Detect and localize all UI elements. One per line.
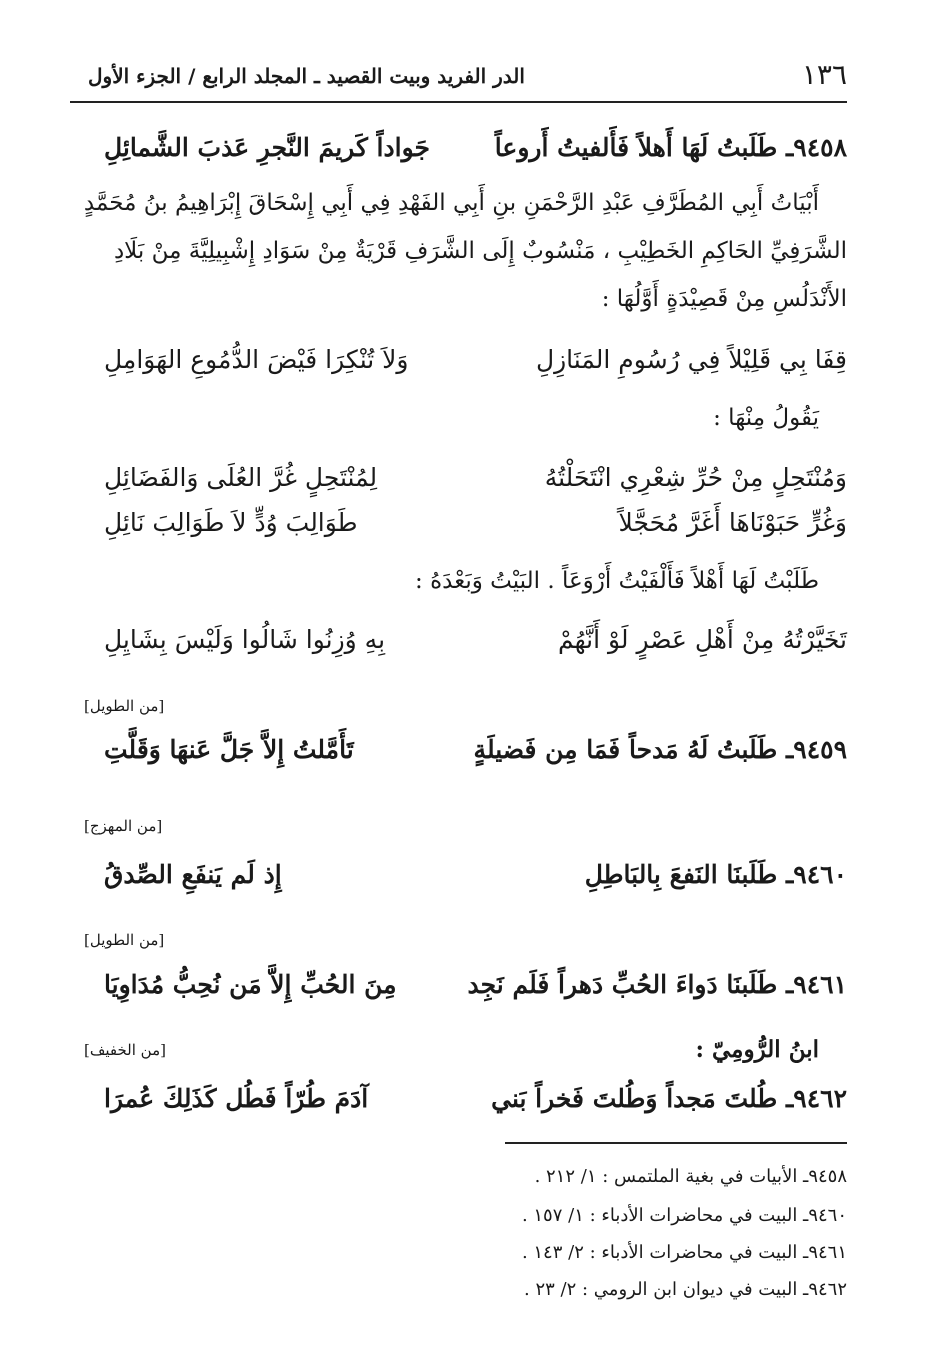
verse-first-hemistich	[495, 133, 847, 162]
page-header	[88, 58, 847, 102]
quoted-verse	[104, 463, 847, 503]
verse-9461	[104, 970, 847, 1010]
verse-second-hemistich: طَوَالِبَ وُدٍّ لاَ طَوَالِبَ نَائِلِ	[104, 508, 358, 537]
verse-second-hemistich: تَأَمَّلتُ إِلاَّ جَلَّ عَنهَا وَقَلَّتِ	[104, 735, 354, 764]
verse-9458	[104, 133, 847, 173]
verse-9459	[104, 735, 847, 775]
commentary-line-1: أَبْيَاتُ أَبِي المُطَرَّفِ عَبْدِ الرَّحْمَنِ بنِ أَبِي الفَهْدِ فِي أَبِي إِسْحَاقَ إِبْرَاهِيمُ بنُ مُحَمَّدٍ	[83, 190, 819, 216]
quoted-verse	[104, 508, 847, 548]
verse-number: ٩٤٦٠ـ	[785, 860, 847, 889]
hemistich-text: طَلَبتُ لَهُ مَدحاً فَمَا مِن فَضيلَةٍ	[473, 735, 778, 764]
running-title: الدر الفريد وبيت القصيد ـ المجلد الرابع / الجزء الأول	[88, 64, 525, 88]
meter-label: [من الخفيف]	[84, 1041, 166, 1059]
commentary-line-3: الأَنْدَلُسِ مِنْ قَصِيْدَةٍ أَوَّلُهَا :	[601, 286, 847, 312]
commentary-line-2: الشَّرَفِيِّ الحَاكِمِ الخَطِيْبِ ، مَنْسُوبٌ إِلَى الشَّرَفِ قَرْيَةٌ مِنْ سَوَادِ إِشْبِيلِيَّةَ مِنْ بَلَادِ	[113, 238, 847, 264]
verse-second-hemistich: لِمُنْتَحِلٍ غُرَّ العُلَى وَالفَضَائِلِ	[104, 463, 378, 492]
verse-second-hemistich: جَواداً كَريمَ النَّجرِ عَذبَ الشَّمائِلِ	[104, 133, 430, 162]
verse-second-hemistich: مِنَ الحُبِّ إِلاَّ مَن نُحِبُّ مُدَاوِيَا	[104, 970, 397, 999]
verse-second-hemistich: آدَمَ طُرّاً فَطُل كَذَلِكَ عُمرَا	[104, 1084, 369, 1113]
verse-second-hemistich: وَلاَ تُنْكِرَا فَيْضَ الدُّمُوعِ الهَوَامِلِ	[104, 345, 409, 374]
verse-first-hemistich	[468, 970, 847, 999]
verse-first-hemistich	[585, 860, 847, 889]
verse-first-hemistich: تَخَيَّرْتُهُ مِنْ أَهْلِ عَصْرٍ لَوْ أَنَّهُمْ	[557, 625, 847, 654]
hemistich-text: طَلَبتُ لَهَا أَهلاً فَأَلفيتُ أَروعاً	[494, 133, 778, 162]
verse-number: ٩٤٥٩ـ	[785, 735, 847, 764]
meter-label: [من الطويل]	[84, 697, 165, 715]
verse-reference-line: طَلَبْتُ لَهَا أَهْلاً فَأَلْفَيْتُ أَرْوَعَاً . البَيْتُ وَبَعْدَهُ :	[415, 568, 819, 594]
quoted-verse	[104, 625, 847, 665]
page-number: ١٣٦	[801, 58, 847, 91]
hemistich-text: طَلَبنَا دَواءَ الحُبِّ دَهراً فَلَم نَجِد	[467, 970, 778, 999]
poet-name: ابنُ الرُّومِيّ :	[695, 1036, 819, 1063]
verse-second-hemistich: إِذ لَم يَنفَعِ الصِّدقُ	[104, 860, 282, 889]
verse-number: ٩٤٥٨ـ	[785, 133, 847, 162]
verse-first-hemistich: وَمُنْتَحِلٍ مِنْ حُرِّ شِعْرِي انْتَحَلْتُهُ	[544, 463, 847, 492]
quoted-verse	[104, 345, 847, 385]
verse-first-hemistich	[474, 735, 847, 764]
meter-label: [من الطويل]	[84, 931, 165, 949]
footnote-rule	[505, 1142, 847, 1144]
footnote: ٩٤٦٠ـ البيت في محاضرات الأدباء : ١/ ١٥٧ .	[521, 1205, 847, 1226]
hemistich-text: طَلَبنَا النَفعَ بِالبَاطِلِ	[584, 860, 778, 889]
verse-number: ٩٤٦٢ـ	[785, 1084, 847, 1113]
verse-number: ٩٤٦١ـ	[785, 970, 847, 999]
meter-label: [من المهزج]	[84, 817, 163, 835]
hemistich-text: طُلتَ مَجداً وَطُلتَ فَخراً بَني	[491, 1084, 778, 1113]
verse-first-hemistich: وَغُرٍّ حَبَوْنَاهَا أَغَرَّ مُحَجَّلاً	[618, 508, 847, 537]
verse-first-hemistich: قِفَا بِي قَلِيْلاً فِي رُسُومِ المَنَازِلِ	[535, 345, 847, 374]
header-rule	[70, 101, 847, 103]
verse-first-hemistich	[491, 1084, 847, 1113]
footnote: ٩٤٥٨ـ الأبيات في بغية الملتمس : ١/ ٢١٢ .	[534, 1166, 847, 1187]
verse-second-hemistich: بِهِ وُزِنُوا شَالُوا وَلَيْسَ بِشَايِلِ	[104, 625, 386, 654]
verse-9462	[104, 1084, 847, 1124]
footnote: ٩٤٦٢ـ البيت في ديوان ابن الرومي : ٢/ ٢٣ .	[524, 1279, 847, 1300]
footnote: ٩٤٦١ـ البيت في محاضرات الأدباء : ٢/ ١٤٣ .	[521, 1242, 847, 1263]
verse-9460	[104, 860, 847, 900]
says-from-it: يَقُولُ مِنْهَا :	[713, 405, 819, 431]
